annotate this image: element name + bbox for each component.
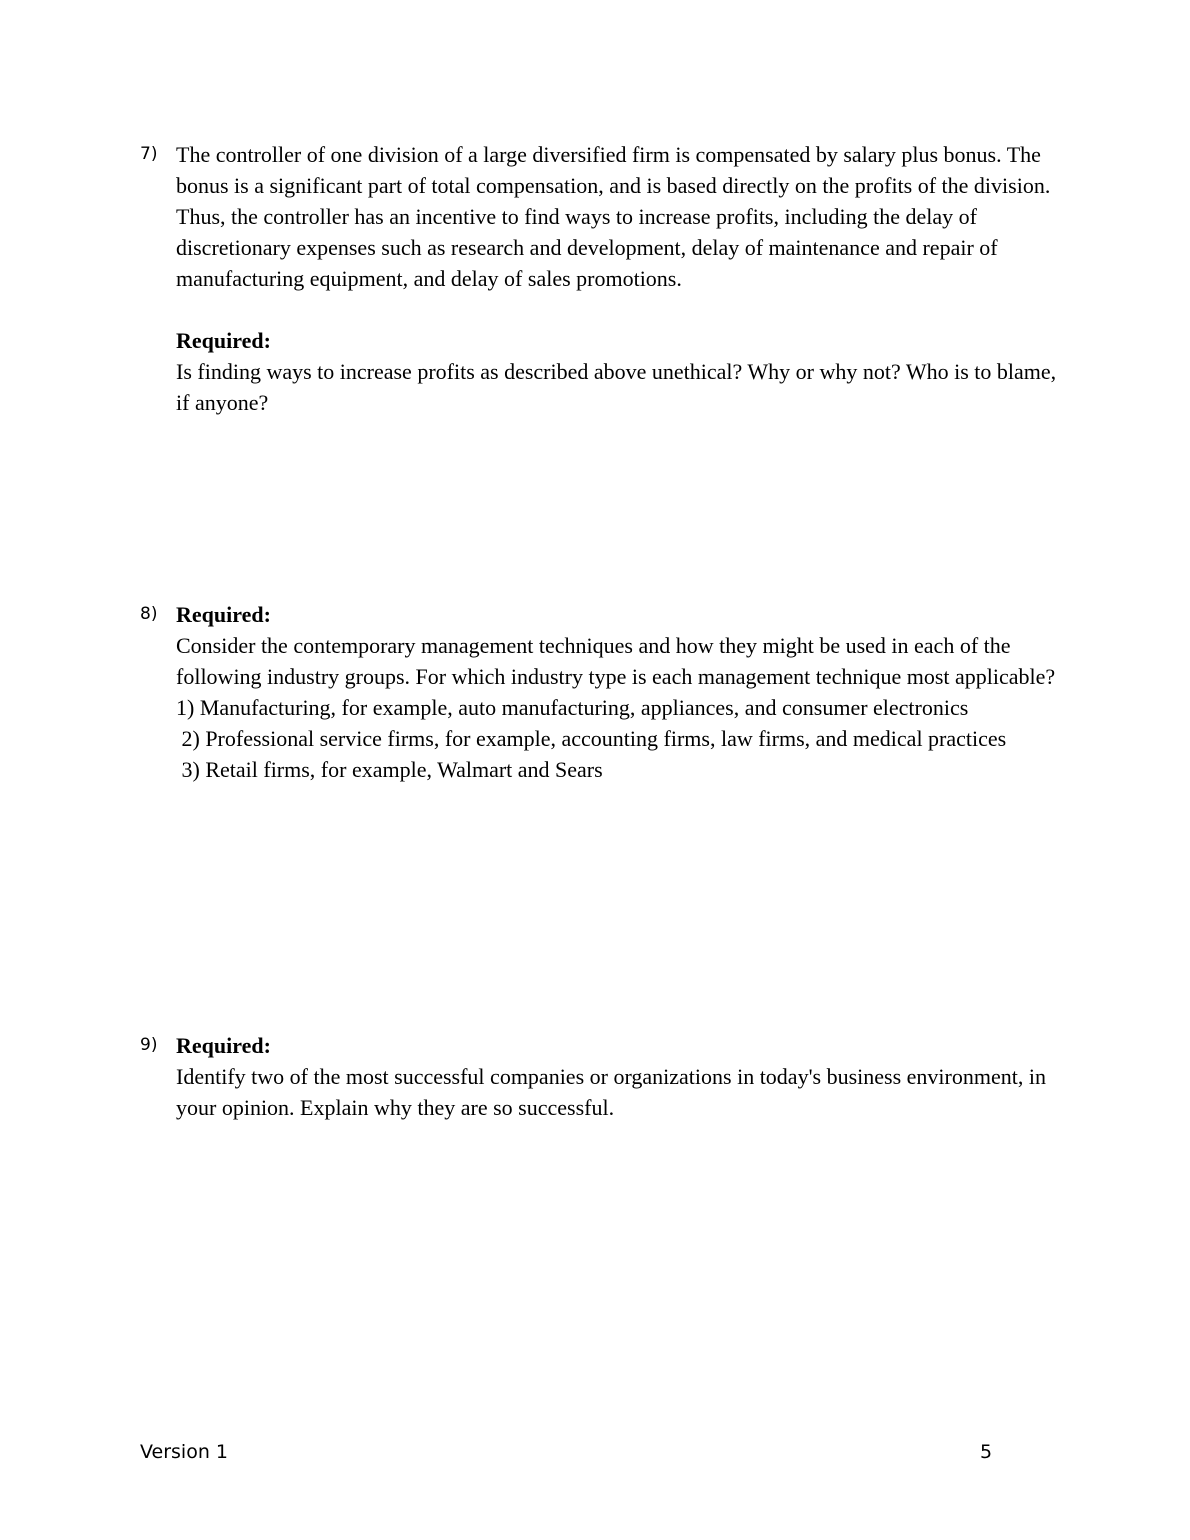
question-7 (140, 139, 1060, 418)
question-body (176, 599, 1060, 785)
list-item: 1) Manufacturing, for example, auto manufacturing, appliances, and consumer electronics (176, 695, 969, 720)
footer-version: Version 1 (140, 1441, 228, 1463)
question-body (176, 139, 1060, 418)
required-label: Required: (176, 1033, 271, 1058)
question-prompt: Consider the contemporary management techniques and how they might be used in each of the following industry groups. For which industry type is each management technique most applicable? (176, 633, 1056, 689)
list-item: 2) Professional service firms, for example, accounting firms, law firms, and medical practices (176, 726, 1007, 751)
question-prompt: Is finding ways to increase profits as described above unethical? Why or why not? Who is to blame, if anyone? (176, 359, 1057, 415)
required-label: Required: (176, 602, 271, 627)
question-intro: The controller of one division of a large diversified firm is compensated by salary plus bonus. The bonus is a significant part of total compensation, and is based directly on the profits of the division. Thus, the controller has an incentive to find ways to increase profits, including the delay of discretionary expenses such as research and development, delay of maintenance and repair of manufacturing equipment, and delay of sales promotions. (176, 142, 1051, 291)
question-number: 8) (140, 604, 158, 624)
question-body (176, 1030, 1060, 1123)
paragraph-spacer (176, 294, 1060, 325)
question-number: 9) (140, 1035, 158, 1055)
question-number: 7) (140, 144, 158, 164)
question-8 (140, 599, 1060, 785)
required-label: Required: (176, 328, 271, 353)
list-item: 3) Retail firms, for example, Walmart and Sears (176, 757, 603, 782)
page-number: 5 (980, 1441, 993, 1463)
question-prompt: Identify two of the most successful companies or organizations in today's business environment, in your opinion. Explain why they are so successful. (176, 1064, 1046, 1120)
question-9 (140, 1030, 1060, 1123)
